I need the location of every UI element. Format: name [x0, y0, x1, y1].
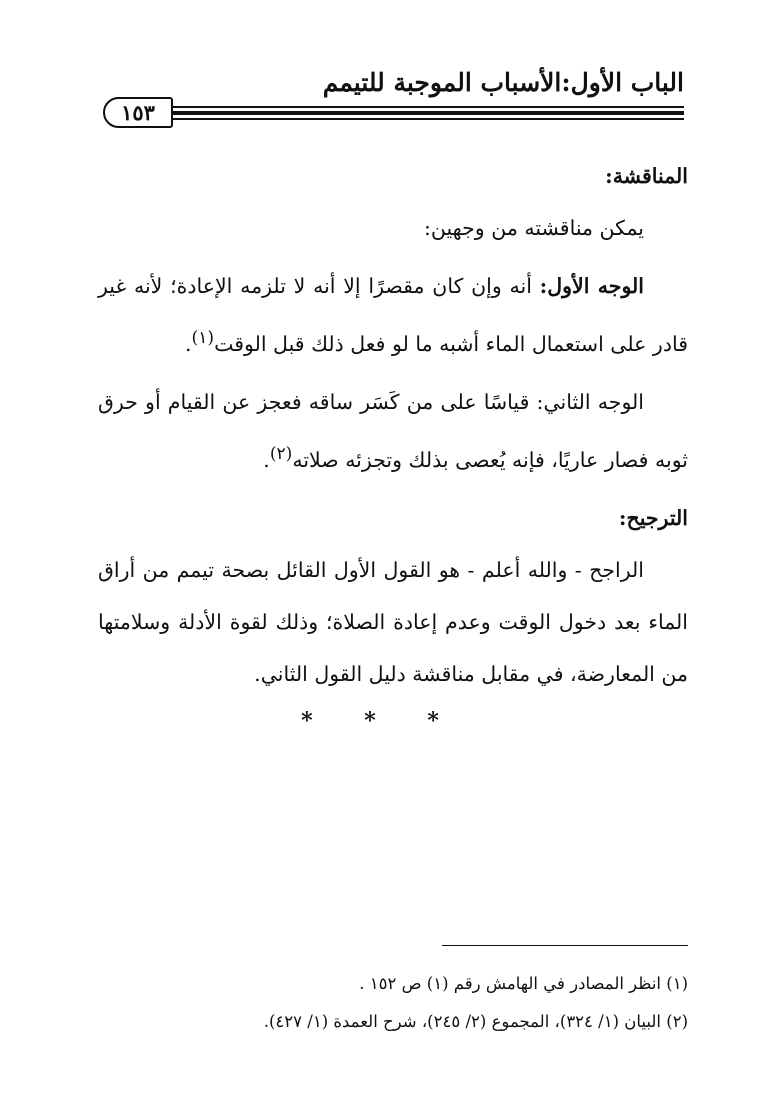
footnote-2: (٢) البيان (١/ ٣٢٤)، المجموع (٢/ ٢٤٥)، شرح العمدة (١/ ٤٢٧). [263, 1012, 688, 1031]
footnote-ref-1: (١) [191, 328, 215, 348]
first-aspect-label: الوجه الأول: [539, 274, 644, 298]
chapter-label: الباب الأول: [561, 68, 684, 97]
page-number: ١٥٣ [103, 97, 173, 128]
discussion-intro: يمكن مناقشته من وجهين: [423, 216, 644, 240]
header-rule [172, 111, 684, 115]
footnote-ref-2: (٢) [269, 443, 293, 464]
chapter-title: الأسباب الموجبة للتيمم [322, 68, 562, 97]
header-rule [172, 106, 684, 108]
preference-text: الراجح - والله أعلم - هو القول الأول القائل بصحة تيمم من أراق الماء بعد دخول الوقت وعدم إعادة الصلاة؛ وذلك لقوة الأدلة وسلامتها من المعارضة، في مقابل مناقشة دليل القول الثاني. [98, 557, 688, 686]
running-header [323, 68, 684, 97]
header-rule [172, 118, 684, 120]
main-text [98, 150, 688, 700]
first-aspect-paragraph: الوجه الأول: أنه وإن كان مقصرًا إلا أنه لا تلزمه الإعادة؛ لأنه غير قادر على استعمال الماء أشبه ما لو فعل ذلك قبل الوقت$^{(١)}$. [98, 274, 688, 356]
section-separator: * * * [301, 708, 461, 734]
footnote-1: (١) انظر المصادر في الهامش رقم (١) ص ١٥٢ . [359, 974, 688, 993]
discussion-heading: المناقشة: [605, 164, 688, 188]
second-aspect-text: قياسًا على من كَسَر ساقه فعجز عن القيام أو حرق ثوبه فصار عاريًا، فإنه يُعصى بذلك وتجزئه صلاته [98, 389, 688, 472]
second-aspect-paragraph: الوجه الثاني: قياسًا على من كَسَر ساقه فعجز عن القيام أو حرق ثوبه فصار عاريًا، فإنه يُعصى بذلك وتجزئه صلاته$^{(٢)}$. [98, 389, 688, 472]
second-aspect-label: الوجه الثاني: [536, 389, 644, 414]
footnotes [98, 965, 688, 1041]
footnote-divider [442, 945, 688, 946]
preference-heading: الترجيح: [618, 505, 688, 530]
first-aspect-text: أنه وإن كان مقصرًا إلا أنه لا تلزمه الإعادة؛ لأنه غير قادر على استعمال الماء أشبه ما لو فعل ذلك قبل الوقت [98, 274, 688, 356]
